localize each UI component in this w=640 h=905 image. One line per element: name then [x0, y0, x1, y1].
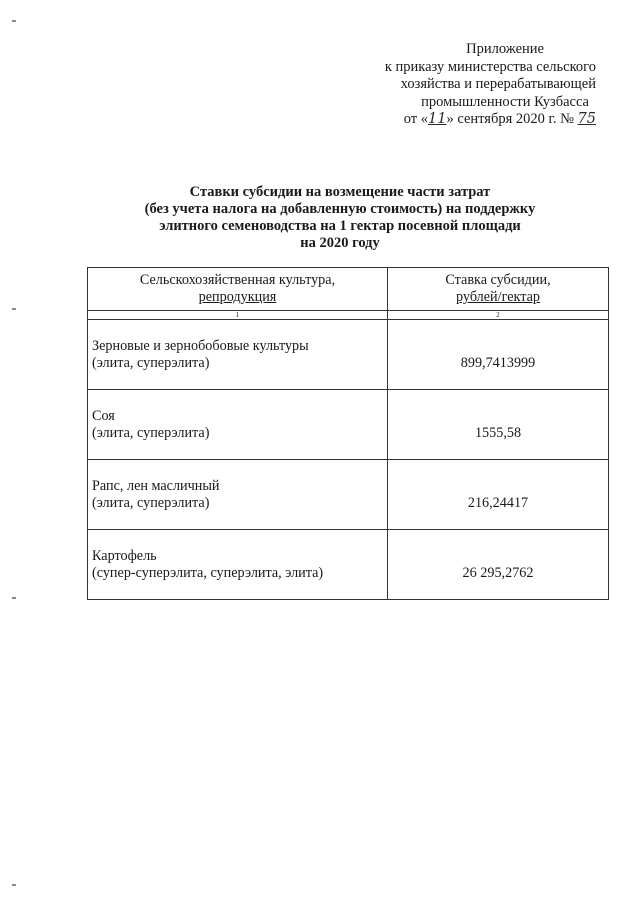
rate-value: 899,7413999	[460, 355, 536, 371]
date-day: 11	[428, 111, 447, 127]
subsidy-rates-table	[87, 267, 609, 600]
title-line-2: (без учета налога на добавленную стоимость) на поддержку	[144, 201, 536, 217]
header-crop-line2: репродукция	[198, 289, 277, 305]
header-rate	[388, 268, 609, 311]
appendix-heading: Приложение	[466, 41, 544, 57]
rate-cell	[388, 460, 609, 530]
rate-value: 1555,58	[474, 425, 522, 441]
column-number-1: 1	[88, 311, 388, 320]
rate-cell	[388, 530, 609, 600]
crop-name: Соя	[92, 407, 115, 424]
date-middle: » сентября 2020 г. №	[446, 111, 574, 127]
crop-reproduction: (супер-суперэлита, суперэлита, элита)	[92, 564, 324, 581]
column-number-row	[88, 311, 609, 320]
header-rate-line2: рублей/гектар	[456, 289, 540, 305]
appendix-industry-line: промышленности Кузбасса	[421, 93, 589, 110]
rate-value: 216,24417	[467, 495, 529, 511]
scan-mark	[12, 20, 16, 22]
appendix-date-line	[336, 111, 596, 129]
crop-cell	[88, 320, 388, 390]
crop-name: Рапс, лен масличный	[92, 477, 220, 494]
rate-cell	[388, 320, 609, 390]
scan-mark	[12, 308, 16, 310]
crop-reproduction: (элита, суперэлита)	[92, 424, 210, 441]
table-row	[88, 460, 609, 530]
crop-cell	[88, 460, 388, 530]
crop-reproduction: (элита, суперэлита)	[92, 354, 210, 371]
rate-cell	[388, 390, 609, 460]
header-rate-line1: Ставка субсидии,	[445, 272, 551, 288]
table-row	[88, 390, 609, 460]
rate-value: 26 295,2762	[462, 565, 534, 581]
crop-reproduction: (элита, суперэлита)	[92, 494, 210, 511]
title-line-3: элитного семеноводства на 1 гектар посевной площади	[159, 218, 521, 234]
scan-mark	[12, 884, 16, 886]
header-crop-line1: Сельскохозяйственная культура,	[139, 272, 336, 288]
column-number-2: 2	[388, 311, 609, 320]
date-prefix: от «	[403, 111, 429, 127]
crop-name: Картофель	[92, 547, 157, 564]
crop-name: Зерновые и зернобобовые культуры	[92, 337, 309, 354]
table-row	[88, 530, 609, 600]
crop-cell	[88, 530, 388, 600]
table-header-row	[88, 268, 609, 311]
title-line-4: на 2020 году	[300, 235, 380, 251]
appendix-ministry-line: хозяйства и перерабатывающей	[400, 76, 596, 92]
crop-cell	[88, 390, 388, 460]
appendix-order-ref: к приказу министерства сельского	[384, 58, 596, 75]
title-line-1: Ставки субсидии на возмещение части затрат	[189, 184, 491, 200]
document-title	[60, 184, 620, 252]
header-crop	[88, 268, 388, 311]
scan-mark	[12, 597, 16, 599]
table-row	[88, 320, 609, 390]
appendix-block	[336, 41, 596, 129]
order-number: 75	[577, 111, 596, 127]
